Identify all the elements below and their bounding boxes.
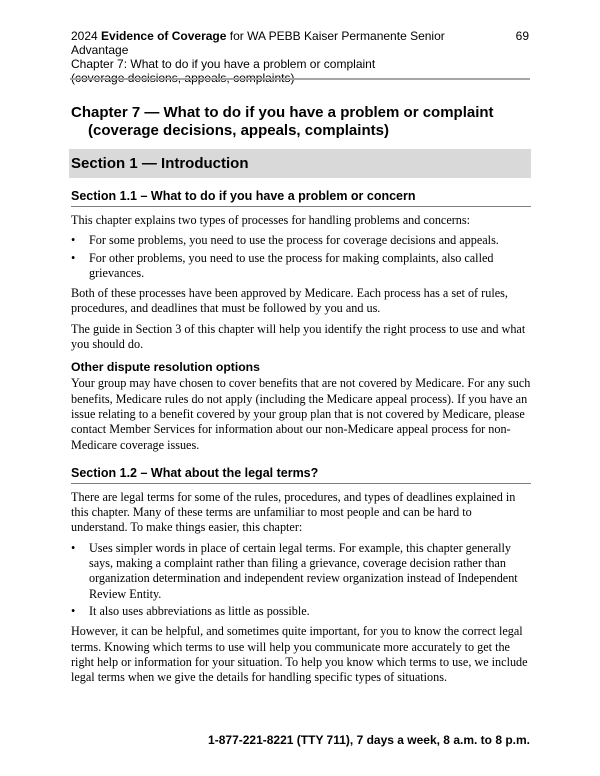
page-number: 69 [515, 29, 529, 43]
section-title: Section 1 — Introduction [71, 155, 249, 172]
section-1-2-body [71, 490, 531, 686]
subsection-heading-1-1: Section 1.1 – What to do if you have a problem or concern [71, 189, 531, 207]
header-chapter-line1: Chapter 7: What to do if you have a problem or complaint [71, 57, 376, 71]
bullet-list [71, 233, 531, 281]
list-item: • For other problems, you need to use the process for making complaints, also called grievances. [71, 251, 531, 282]
list-item: • For some problems, you need to use the process for coverage decisions and appeals. [71, 233, 531, 248]
subsection-heading-1-2: Section 1.2 – What about the legal terms? [71, 466, 531, 484]
paragraph: Both of these processes have been approved by Medicare. Each process has a set of rules, procedures, and deadlines that must be followed by you and us. [71, 286, 508, 316]
paragraph: The guide in Section 3 of this chapter will help you identify the right process to use and what you should do. [71, 321, 526, 352]
spacer [71, 458, 531, 466]
header-year: 2024 [71, 29, 98, 43]
header-doc-subtitle: for WA PEBB Kaiser Permanente Senior Advantage [71, 29, 445, 57]
header-doc-title: Evidence of Coverage [101, 29, 227, 43]
running-header [71, 29, 529, 85]
paragraph: There are legal terms for some of the rules, procedures, and types of deadlines explained in this chapter. Many of these terms are unfamiliar to most people and can be hard to understand. To make things easier, this chapter: [71, 489, 516, 535]
footer-phone: 1-877-221-8221 (TTY 711), 7 days a week, 8 a.m. to 8 p.m. [208, 733, 530, 747]
main-content [71, 189, 531, 690]
section-1-1-body [71, 213, 531, 453]
paragraph: This chapter explains two types of processes for handling problems and concerns: [71, 213, 471, 227]
chapter-title: Chapter 7 — What to do if you have a problem or complaint (coverage decisions, appeals, complaints) [71, 104, 494, 139]
section-banner [69, 149, 531, 178]
other-dispute-heading: Other dispute resolution options [71, 360, 260, 375]
paragraph: However, it can be helpful, and sometimes quite important, for you to know the correct legal terms. Knowing which terms to use will help you communicate more accurately to get the right help or information for your situation. To help you know which terms to use, we include legal terms when we give the details for handling specific types of situations. [71, 624, 528, 685]
header-divider [70, 78, 530, 80]
list-item: • Uses simpler words in place of certain legal terms. For example, this chapter generally says, making a complaint rather than filing a grievance, coverage decision rather than organization determination and independent review organization instead of Independent Review Entity. [71, 541, 531, 602]
paragraph: Your group may have chosen to cover benefits that are not covered by Medicare. For any such benefits, Medicare rules do not apply (including the Medicare appeal process). If you have an issue relating to a benefit covered by your group plan that is not covered by Medicare, please contact Member Services for information about our non-Medicare appeal process for non-Medicare coverage issues. [71, 376, 531, 452]
bullet-list [71, 541, 531, 619]
list-item: • It also uses abbreviations as little as possible. [71, 604, 531, 619]
